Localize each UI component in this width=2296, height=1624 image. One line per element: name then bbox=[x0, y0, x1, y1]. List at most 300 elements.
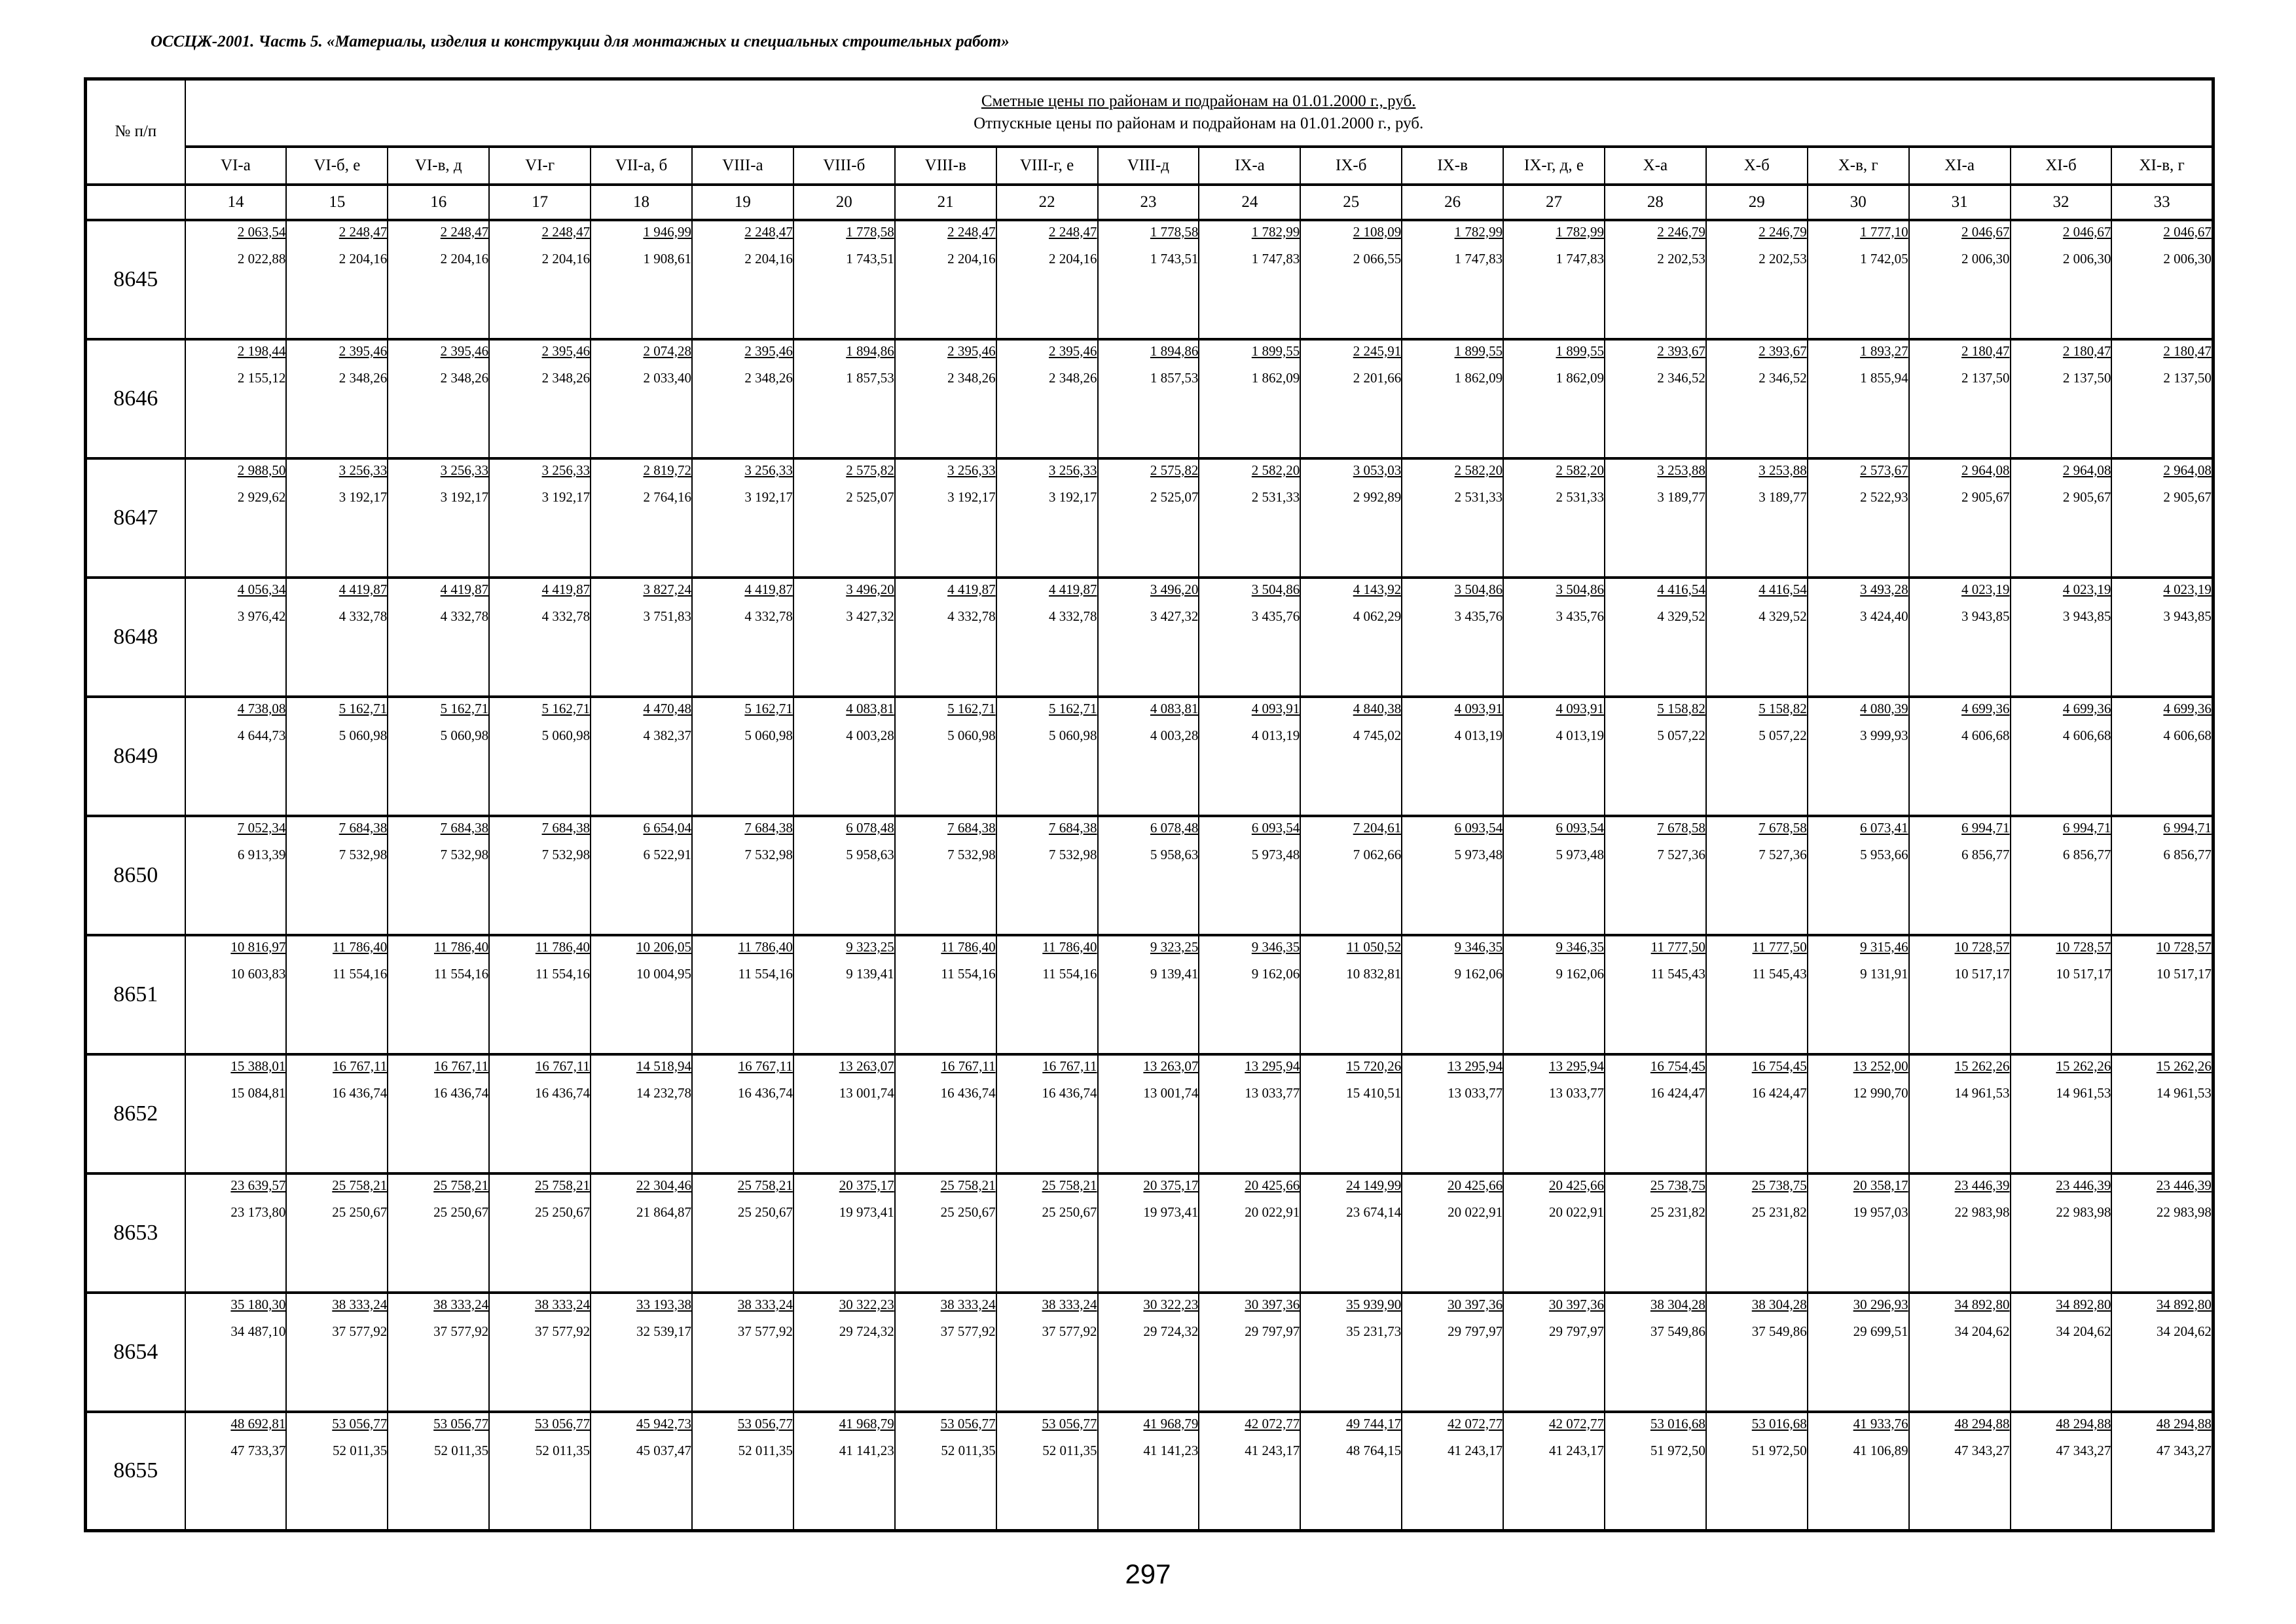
sale-price: 3 943,85 bbox=[2062, 608, 2111, 624]
price-cell bbox=[1098, 816, 1199, 935]
sale-price: 9 131,91 bbox=[1860, 965, 1908, 982]
price-cell bbox=[1300, 1412, 1402, 1531]
item-number: 8645 bbox=[86, 220, 185, 339]
sale-price: 2 204,16 bbox=[1049, 250, 1097, 267]
estimate-price: 14 518,94 bbox=[636, 1058, 691, 1074]
region-header: VIII-г, е bbox=[996, 147, 1098, 185]
estimate-price: 24 149,99 bbox=[1346, 1177, 1402, 1193]
price-cell bbox=[1503, 816, 1605, 935]
price-cell bbox=[1300, 816, 1402, 935]
sale-price: 1 742,05 bbox=[1860, 250, 1908, 267]
sale-price: 52 011,35 bbox=[941, 1442, 996, 1458]
estimate-price: 3 253,88 bbox=[1758, 462, 1807, 478]
price-cell bbox=[1503, 935, 1605, 1054]
estimate-price: 33 193,38 bbox=[636, 1296, 691, 1312]
sale-price: 2 531,33 bbox=[1251, 489, 1300, 505]
sale-price: 10 517,17 bbox=[2056, 965, 2111, 982]
sale-price: 1 747,83 bbox=[1454, 250, 1503, 267]
estimate-price: 3 496,20 bbox=[846, 581, 894, 597]
estimate-price: 4 143,92 bbox=[1353, 581, 1402, 597]
sale-price: 6 913,39 bbox=[237, 846, 286, 862]
region-header: IX-г, д, е bbox=[1503, 147, 1605, 185]
sale-price: 4 332,78 bbox=[440, 608, 489, 624]
estimate-price: 41 968,79 bbox=[1143, 1415, 1199, 1431]
estimate-price: 45 942,73 bbox=[636, 1415, 691, 1431]
running-title: ОССЦЖ-2001. Часть 5. «Материалы, изделия и конструкции для монтажных и специальных строительных работ» bbox=[151, 33, 1010, 50]
sale-price: 5 057,22 bbox=[1657, 727, 1705, 743]
price-cell bbox=[692, 1412, 793, 1531]
sale-price: 13 001,74 bbox=[1143, 1084, 1199, 1101]
region-header: VIII-б bbox=[793, 147, 895, 185]
sale-price: 4 332,78 bbox=[947, 608, 996, 624]
sale-price: 3 751,83 bbox=[643, 608, 691, 624]
sale-price: 11 554,16 bbox=[738, 965, 793, 982]
estimate-price: 2 988,50 bbox=[237, 462, 286, 478]
price-cell bbox=[1909, 458, 2011, 578]
item-number: 8649 bbox=[86, 697, 185, 816]
estimate-price: 7 684,38 bbox=[338, 819, 388, 836]
sale-price: 10 832,81 bbox=[1346, 965, 1402, 982]
sale-price: 10 004,95 bbox=[636, 965, 691, 982]
estimate-price: 23 446,39 bbox=[2056, 1177, 2111, 1193]
estimate-price: 4 419,87 bbox=[947, 581, 996, 597]
sale-price: 4 332,78 bbox=[744, 608, 793, 624]
price-cell bbox=[286, 1054, 388, 1173]
price-cell bbox=[1402, 935, 1503, 1054]
estimate-price: 5 162,71 bbox=[1049, 700, 1097, 716]
sale-price: 9 162,06 bbox=[1251, 965, 1300, 982]
estimate-price: 53 056,77 bbox=[940, 1415, 996, 1431]
estimate-price: 7 684,38 bbox=[440, 819, 489, 836]
price-cell bbox=[895, 1412, 996, 1531]
estimate-price: 2 248,47 bbox=[947, 223, 996, 240]
price-cell bbox=[2111, 339, 2213, 458]
sale-price: 14 961,53 bbox=[2056, 1084, 2111, 1101]
price-cell bbox=[1199, 1054, 1300, 1173]
sale-price: 29 797,97 bbox=[1245, 1323, 1300, 1339]
estimate-price: 9 346,35 bbox=[1251, 938, 1300, 955]
estimate-price: 1 946,99 bbox=[643, 223, 691, 240]
sale-price: 5 958,63 bbox=[846, 846, 894, 862]
price-cell bbox=[1199, 816, 1300, 935]
price-cell bbox=[2011, 220, 2112, 339]
estimate-price: 2 395,46 bbox=[338, 342, 388, 359]
sale-price: 15 084,81 bbox=[230, 1084, 286, 1101]
price-cell bbox=[895, 1293, 996, 1412]
sale-price: 25 250,67 bbox=[433, 1204, 489, 1220]
price-cell bbox=[591, 816, 692, 935]
region-header: VI-б, е bbox=[286, 147, 388, 185]
estimate-price: 35 180,30 bbox=[230, 1296, 286, 1312]
estimate-price: 30 296,93 bbox=[1853, 1296, 1908, 1312]
estimate-price: 3 256,33 bbox=[338, 462, 388, 478]
estimate-price: 5 162,71 bbox=[744, 700, 793, 716]
sale-price: 4 013,19 bbox=[1556, 727, 1604, 743]
region-header: VI-в, д bbox=[388, 147, 489, 185]
price-cell bbox=[1706, 1412, 1808, 1531]
price-cell bbox=[591, 1412, 692, 1531]
sale-price: 5 973,48 bbox=[1454, 846, 1503, 862]
price-cell bbox=[1300, 1293, 1402, 1412]
price-cell bbox=[286, 697, 388, 816]
price-cell bbox=[1808, 1412, 1909, 1531]
price-cell bbox=[793, 339, 895, 458]
price-cell bbox=[2011, 1054, 2112, 1173]
price-cell bbox=[1300, 935, 1402, 1054]
estimate-price: 2 248,47 bbox=[744, 223, 793, 240]
item-number: 8646 bbox=[86, 339, 185, 458]
estimate-price: 25 758,21 bbox=[535, 1177, 591, 1193]
estimate-price: 4 699,36 bbox=[1961, 700, 2010, 716]
estimate-price: 38 333,24 bbox=[433, 1296, 489, 1312]
sale-price: 1 747,83 bbox=[1556, 250, 1604, 267]
column-number: 30 bbox=[1808, 185, 1909, 220]
sale-price: 19 973,41 bbox=[839, 1204, 894, 1220]
sale-price: 14 961,53 bbox=[2156, 1084, 2212, 1101]
estimate-price: 3 504,86 bbox=[1454, 581, 1503, 597]
estimate-price: 53 056,77 bbox=[332, 1415, 388, 1431]
sale-price: 2 204,16 bbox=[440, 250, 489, 267]
estimate-price: 5 162,71 bbox=[440, 700, 489, 716]
estimate-price: 23 446,39 bbox=[1954, 1177, 2010, 1193]
price-cell bbox=[1909, 220, 2011, 339]
sale-price: 2 348,26 bbox=[1049, 369, 1097, 386]
estimate-price: 4 416,54 bbox=[1657, 581, 1705, 597]
sale-price: 16 436,74 bbox=[1042, 1084, 1097, 1101]
price-cell bbox=[1098, 578, 1199, 697]
price-cell bbox=[489, 220, 591, 339]
price-cell bbox=[1605, 1173, 1706, 1293]
sale-price: 52 011,35 bbox=[738, 1442, 793, 1458]
estimate-price: 2 395,46 bbox=[541, 342, 591, 359]
estimate-price: 20 425,66 bbox=[1548, 1177, 1604, 1193]
sale-price: 2 022,88 bbox=[237, 250, 286, 267]
sale-price: 2 006,30 bbox=[2163, 250, 2212, 267]
sale-price: 3 435,76 bbox=[1556, 608, 1604, 624]
sale-price: 2 006,30 bbox=[2062, 250, 2111, 267]
price-cell bbox=[1909, 578, 2011, 697]
price-cell bbox=[388, 458, 489, 578]
estimate-price: 16 754,45 bbox=[1751, 1058, 1807, 1074]
estimate-price: 15 388,01 bbox=[230, 1058, 286, 1074]
estimate-price: 48 294,88 bbox=[2156, 1415, 2212, 1431]
estimate-price: 1 899,55 bbox=[1454, 342, 1503, 359]
price-cell bbox=[591, 339, 692, 458]
price-cell bbox=[1503, 458, 1605, 578]
price-cell bbox=[793, 220, 895, 339]
price-cell bbox=[1199, 1173, 1300, 1293]
sale-price: 5 060,98 bbox=[947, 727, 996, 743]
estimate-price: 4 023,19 bbox=[1961, 581, 2010, 597]
estimate-price: 2 582,20 bbox=[1454, 462, 1503, 478]
price-cell bbox=[388, 578, 489, 697]
price-cell bbox=[1706, 220, 1808, 339]
price-cell bbox=[388, 816, 489, 935]
price-cell bbox=[2011, 1293, 2112, 1412]
estimate-price: 3 053,03 bbox=[1353, 462, 1402, 478]
estimate-price: 2 393,67 bbox=[1657, 342, 1705, 359]
sale-price: 22 983,98 bbox=[2056, 1204, 2111, 1220]
price-cell bbox=[1605, 458, 1706, 578]
sale-price: 4 606,68 bbox=[1961, 727, 2010, 743]
estimate-price: 2 074,28 bbox=[643, 342, 691, 359]
sale-price: 2 348,26 bbox=[744, 369, 793, 386]
sale-price: 3 435,76 bbox=[1251, 608, 1300, 624]
estimate-price: 1 899,55 bbox=[1251, 342, 1300, 359]
region-header: IX-б bbox=[1300, 147, 1402, 185]
price-cell bbox=[489, 1054, 591, 1173]
estimate-price: 3 256,33 bbox=[744, 462, 793, 478]
sale-price: 52 011,35 bbox=[535, 1442, 591, 1458]
estimate-price: 1 778,58 bbox=[1150, 223, 1199, 240]
sale-price: 2 033,40 bbox=[643, 369, 691, 386]
sale-price: 4 003,28 bbox=[1150, 727, 1199, 743]
sale-price: 7 532,98 bbox=[744, 846, 793, 862]
price-cell bbox=[1300, 458, 1402, 578]
sale-price: 3 192,17 bbox=[744, 489, 793, 505]
estimate-price: 4 738,08 bbox=[237, 700, 286, 716]
price-cell bbox=[1808, 220, 1909, 339]
table-row bbox=[86, 1293, 2214, 1412]
column-number: 23 bbox=[1098, 185, 1199, 220]
sale-price: 2 522,93 bbox=[1860, 489, 1908, 505]
region-header: VIII-a bbox=[692, 147, 793, 185]
sale-price: 51 972,50 bbox=[1751, 1442, 1807, 1458]
sale-price: 5 958,63 bbox=[1150, 846, 1199, 862]
sale-price: 2 929,62 bbox=[237, 489, 286, 505]
estimate-price: 38 333,24 bbox=[535, 1296, 591, 1312]
sale-price: 7 532,98 bbox=[338, 846, 388, 862]
estimate-price: 4 093,91 bbox=[1556, 700, 1604, 716]
table-row bbox=[86, 697, 2214, 816]
price-cell bbox=[692, 697, 793, 816]
price-cell bbox=[1808, 1173, 1909, 1293]
region-header: VII-a, б bbox=[591, 147, 692, 185]
price-cell bbox=[1098, 1173, 1199, 1293]
estimate-price: 3 493,28 bbox=[1860, 581, 1908, 597]
sale-price: 1 862,09 bbox=[1454, 369, 1503, 386]
sale-price: 2 348,26 bbox=[947, 369, 996, 386]
sale-price: 5 973,48 bbox=[1251, 846, 1300, 862]
sale-price: 41 141,23 bbox=[839, 1442, 894, 1458]
estimate-price: 1 782,99 bbox=[1251, 223, 1300, 240]
estimate-price: 6 654,04 bbox=[643, 819, 691, 836]
estimate-price: 2 248,47 bbox=[440, 223, 489, 240]
price-cell bbox=[692, 339, 793, 458]
price-cell bbox=[1098, 1412, 1199, 1531]
sale-price: 11 554,16 bbox=[535, 965, 591, 982]
column-number: 27 bbox=[1503, 185, 1605, 220]
sale-price: 37 577,92 bbox=[1042, 1323, 1097, 1339]
sale-price: 4 329,52 bbox=[1657, 608, 1705, 624]
estimate-price: 4 056,34 bbox=[237, 581, 286, 597]
price-cell bbox=[489, 1293, 591, 1412]
estimate-price: 48 294,88 bbox=[1954, 1415, 2010, 1431]
sale-price: 52 011,35 bbox=[433, 1442, 489, 1458]
sale-price: 12 990,70 bbox=[1853, 1084, 1908, 1101]
estimate-price: 1 782,99 bbox=[1556, 223, 1604, 240]
price-cell bbox=[1098, 697, 1199, 816]
estimate-price: 4 083,81 bbox=[1150, 700, 1199, 716]
sale-price: 37 549,86 bbox=[1650, 1323, 1705, 1339]
table-row bbox=[86, 935, 2214, 1054]
sale-price: 2 204,16 bbox=[338, 250, 388, 267]
sale-price: 7 527,36 bbox=[1758, 846, 1807, 862]
estimate-price: 30 397,36 bbox=[1245, 1296, 1300, 1312]
estimate-price: 4 419,87 bbox=[1049, 581, 1097, 597]
sale-price: 2 905,67 bbox=[2163, 489, 2212, 505]
sale-price: 52 011,35 bbox=[333, 1442, 388, 1458]
column-number: 16 bbox=[388, 185, 489, 220]
sale-price: 7 527,36 bbox=[1657, 846, 1705, 862]
estimate-price: 30 397,36 bbox=[1548, 1296, 1604, 1312]
sale-price: 29 797,97 bbox=[1548, 1323, 1604, 1339]
sale-price: 2 348,26 bbox=[338, 369, 388, 386]
sale-price: 2 202,53 bbox=[1657, 250, 1705, 267]
sale-price: 25 250,67 bbox=[940, 1204, 996, 1220]
estimate-price: 38 304,28 bbox=[1751, 1296, 1807, 1312]
price-cell bbox=[1300, 220, 1402, 339]
estimate-price: 2 046,67 bbox=[2163, 223, 2212, 240]
estimate-price: 41 933,76 bbox=[1853, 1415, 1908, 1431]
estimate-price: 11 786,40 bbox=[738, 938, 793, 955]
estimate-price: 20 358,17 bbox=[1853, 1177, 1908, 1193]
estimate-price: 53 056,77 bbox=[737, 1415, 793, 1431]
sale-price: 20 022,91 bbox=[1448, 1204, 1503, 1220]
estimate-price: 22 304,46 bbox=[636, 1177, 691, 1193]
sale-price: 32 539,17 bbox=[636, 1323, 691, 1339]
price-cell bbox=[996, 1412, 1098, 1531]
sale-price: 5 057,22 bbox=[1758, 727, 1807, 743]
sale-price: 25 231,82 bbox=[1751, 1204, 1807, 1220]
sale-price: 22 983,98 bbox=[1954, 1204, 2010, 1220]
estimate-price: 7 684,38 bbox=[744, 819, 793, 836]
sale-price: 3 976,42 bbox=[237, 608, 286, 624]
sale-price: 2 346,52 bbox=[1657, 369, 1705, 386]
region-header-row bbox=[86, 147, 2214, 185]
sale-price: 11 545,43 bbox=[1752, 965, 1807, 982]
price-cell bbox=[2111, 220, 2213, 339]
sale-price: 37 549,86 bbox=[1751, 1323, 1807, 1339]
estimate-price: 2 964,08 bbox=[2062, 462, 2111, 478]
sale-price: 20 022,91 bbox=[1245, 1204, 1300, 1220]
price-cell bbox=[185, 697, 287, 816]
price-cell bbox=[1605, 578, 1706, 697]
estimate-price: 2 246,79 bbox=[1758, 223, 1807, 240]
estimate-price: 13 263,07 bbox=[839, 1058, 894, 1074]
price-cell bbox=[996, 458, 1098, 578]
price-cell bbox=[591, 1293, 692, 1412]
price-cell bbox=[1199, 1412, 1300, 1531]
item-number: 8650 bbox=[86, 816, 185, 935]
price-cell bbox=[1706, 697, 1808, 816]
estimate-price: 6 078,48 bbox=[846, 819, 894, 836]
price-cell bbox=[489, 1412, 591, 1531]
price-cell bbox=[489, 1173, 591, 1293]
estimate-price: 5 158,82 bbox=[1657, 700, 1705, 716]
sale-price: 47 343,27 bbox=[2156, 1442, 2212, 1458]
sale-price: 3 999,93 bbox=[1860, 727, 1908, 743]
price-cell bbox=[1300, 1173, 1402, 1293]
price-cell bbox=[1605, 220, 1706, 339]
price-cell bbox=[793, 458, 895, 578]
estimate-price: 11 786,40 bbox=[333, 938, 388, 955]
sale-price: 19 957,03 bbox=[1853, 1204, 1908, 1220]
sale-price: 20 022,91 bbox=[1548, 1204, 1604, 1220]
price-cell bbox=[185, 220, 287, 339]
region-header: X-б bbox=[1706, 147, 1808, 185]
column-number-row bbox=[86, 185, 2214, 220]
estimate-price: 11 786,40 bbox=[535, 938, 591, 955]
price-cell bbox=[185, 339, 287, 458]
sale-price: 3 427,32 bbox=[1150, 608, 1199, 624]
sale-price: 2 204,16 bbox=[947, 250, 996, 267]
sale-price: 2 531,33 bbox=[1556, 489, 1604, 505]
sale-price: 11 554,16 bbox=[941, 965, 996, 982]
price-cell bbox=[1300, 339, 1402, 458]
item-number: 8654 bbox=[86, 1293, 185, 1412]
region-header: VI-a bbox=[185, 147, 287, 185]
price-cell bbox=[286, 816, 388, 935]
sale-price: 2 348,26 bbox=[541, 369, 591, 386]
estimate-price: 2 046,67 bbox=[2062, 223, 2111, 240]
sale-price: 25 250,67 bbox=[1042, 1204, 1097, 1220]
sale-price: 6 856,77 bbox=[1961, 846, 2010, 862]
sale-price: 9 162,06 bbox=[1454, 965, 1503, 982]
price-cell bbox=[996, 1173, 1098, 1293]
estimate-price: 53 056,77 bbox=[535, 1415, 591, 1431]
sale-price: 3 943,85 bbox=[2163, 608, 2212, 624]
price-cell bbox=[692, 935, 793, 1054]
sale-price: 48 764,15 bbox=[1346, 1442, 1402, 1458]
price-cell bbox=[489, 578, 591, 697]
estimate-price: 25 758,21 bbox=[332, 1177, 388, 1193]
estimate-price: 25 758,21 bbox=[1042, 1177, 1097, 1193]
estimate-price: 3 827,24 bbox=[643, 581, 691, 597]
price-cell bbox=[591, 1054, 692, 1173]
price-cell bbox=[1300, 578, 1402, 697]
sale-price: 4 332,78 bbox=[541, 608, 591, 624]
price-cell bbox=[591, 935, 692, 1054]
price-cell bbox=[1300, 697, 1402, 816]
estimate-price-caption: Сметные цены по районам и подрайонам на 01.01.2000 г., руб. bbox=[981, 92, 1416, 111]
price-cell bbox=[996, 220, 1098, 339]
sale-price: 41 141,23 bbox=[1143, 1442, 1199, 1458]
estimate-price: 2 964,08 bbox=[1961, 462, 2010, 478]
price-cell bbox=[1402, 458, 1503, 578]
estimate-price: 49 744,17 bbox=[1346, 1415, 1402, 1431]
estimate-price: 3 253,88 bbox=[1657, 462, 1705, 478]
sale-price-caption: Отпускные цены по районам и подрайонам на 01.01.2000 г., руб. bbox=[974, 115, 1424, 133]
price-cell bbox=[1402, 816, 1503, 935]
estimate-price: 10 728,57 bbox=[1954, 938, 2010, 955]
price-cell bbox=[2111, 578, 2213, 697]
estimate-price: 4 023,19 bbox=[2163, 581, 2212, 597]
estimate-price: 7 204,61 bbox=[1353, 819, 1402, 836]
sale-price: 2 204,16 bbox=[744, 250, 793, 267]
sale-price: 14 232,78 bbox=[636, 1084, 691, 1101]
sale-price: 9 139,41 bbox=[1150, 965, 1199, 982]
estimate-price: 53 056,77 bbox=[433, 1415, 489, 1431]
estimate-price: 16 767,11 bbox=[1042, 1058, 1097, 1074]
price-cell bbox=[692, 816, 793, 935]
estimate-price: 16 767,11 bbox=[433, 1058, 489, 1074]
estimate-price: 1 894,86 bbox=[1150, 342, 1199, 359]
price-cell bbox=[2011, 1412, 2112, 1531]
price-cell bbox=[2011, 816, 2112, 935]
price-cell bbox=[1402, 1173, 1503, 1293]
column-number: 19 bbox=[692, 185, 793, 220]
